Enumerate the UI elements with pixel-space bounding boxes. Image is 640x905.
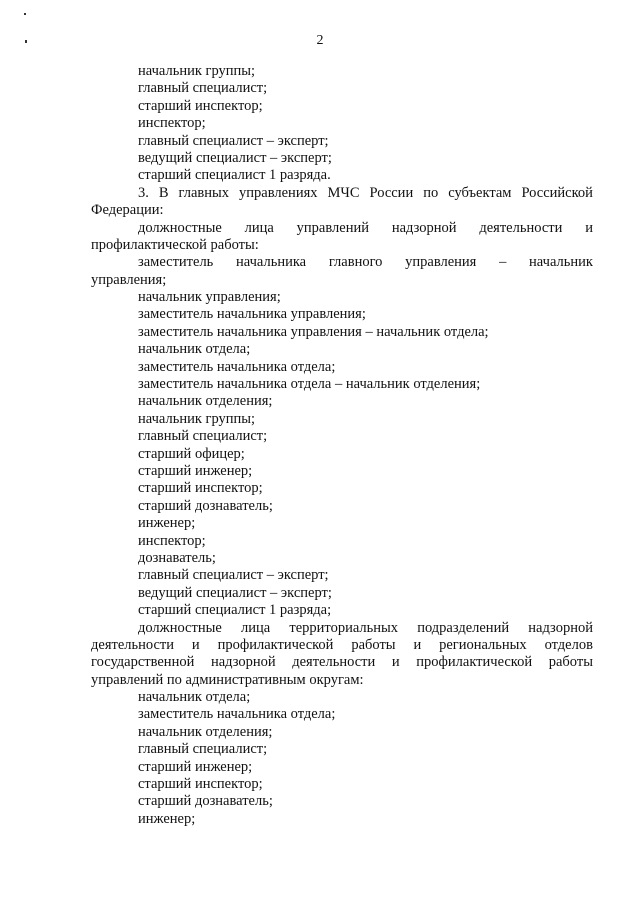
text-line: инспектор; xyxy=(138,115,206,132)
text-line: начальник отдела; xyxy=(138,341,251,358)
text-line: главный специалист; xyxy=(138,741,268,758)
text-line: заместитель начальника управления; xyxy=(138,306,366,323)
text-line: начальник отделения; xyxy=(138,723,273,740)
word: главных xyxy=(178,184,230,201)
text-line: старший инспектор; xyxy=(138,776,263,793)
word: МЧС xyxy=(327,184,360,201)
text-line: старший дознаватель; xyxy=(138,793,273,810)
text-line: инженер; xyxy=(138,810,196,827)
text-line: инженер; xyxy=(138,515,196,532)
text-line: ведущий специалист – эксперт; xyxy=(138,149,332,166)
scan-speck xyxy=(24,13,26,15)
text-line: инспектор; xyxy=(138,532,206,549)
text-line: главный специалист; xyxy=(138,428,268,445)
text-line: старший инспектор; xyxy=(138,480,263,497)
word: управления xyxy=(405,254,477,271)
word: 3. xyxy=(138,184,149,201)
paragraph-heading-line xyxy=(91,185,593,202)
text-line: ведущий специалист – эксперт; xyxy=(138,584,332,601)
text-line: начальник отдела; xyxy=(138,689,251,706)
justified-line xyxy=(91,620,593,637)
word: – xyxy=(499,254,507,271)
word: территориальных xyxy=(289,619,398,636)
word: надзорной xyxy=(210,654,276,671)
word: по xyxy=(423,184,439,201)
text-line: старший инспектор; xyxy=(138,97,263,114)
word: лица xyxy=(244,219,274,236)
text-line: начальник группы; xyxy=(138,63,256,79)
text-line: начальник группы; xyxy=(138,410,256,427)
text-line: главный специалист – эксперт; xyxy=(138,132,329,149)
text-line: старший офицер; xyxy=(138,445,245,462)
word: Российской xyxy=(521,184,593,201)
text-line: старший специалист 1 разряда. xyxy=(138,167,331,184)
word: должностные xyxy=(138,219,222,236)
text-line: главный специалист – эксперт; xyxy=(138,567,329,584)
text-line: заместитель начальника отдела; xyxy=(138,706,336,723)
word: начальника xyxy=(236,254,307,271)
word: и xyxy=(391,654,400,671)
word: работы xyxy=(351,636,396,653)
text-line: начальник отделения; xyxy=(138,393,273,410)
text-line: старший инженер; xyxy=(138,758,253,775)
text-line: главный специалист; xyxy=(138,80,268,97)
text-line: заместитель начальника управления – начальник отдела; xyxy=(138,323,489,340)
word: лица xyxy=(240,619,271,636)
word: деятельности xyxy=(91,636,175,653)
word: главного xyxy=(328,254,383,271)
text-line: начальник управления; xyxy=(138,289,281,306)
word: управлений xyxy=(296,219,369,236)
text-line: старший дознаватель; xyxy=(138,497,273,514)
word: и xyxy=(191,636,200,653)
justified-line xyxy=(91,254,593,271)
justified-line xyxy=(91,220,593,237)
word: деятельности xyxy=(292,654,376,671)
word: и xyxy=(413,636,422,653)
word: государственной xyxy=(91,654,195,671)
word: надзорной xyxy=(391,219,457,236)
word: управлениях xyxy=(239,184,318,201)
text-line: профилактической работы: xyxy=(91,236,259,253)
word: региональных xyxy=(439,636,527,653)
text-line: дознаватель; xyxy=(138,549,216,566)
word: должностные xyxy=(138,619,222,636)
word: отделов xyxy=(544,636,593,653)
word: деятельности xyxy=(479,219,563,236)
text-line: заместитель начальника отдела; xyxy=(138,358,336,375)
text-line: старший инженер; xyxy=(138,462,253,479)
word: профилактической xyxy=(416,654,533,671)
text-line: старший специалист 1 разряда; xyxy=(138,602,332,619)
text-line: заместитель начальника отдела – начальник отделения; xyxy=(138,376,481,393)
word: заместитель xyxy=(138,254,214,271)
word: субъектам xyxy=(448,184,512,201)
text-line: управления; xyxy=(91,271,167,288)
justified-line xyxy=(91,637,593,654)
word: профилактической xyxy=(217,636,334,653)
word: подразделений xyxy=(417,619,510,636)
word: и xyxy=(585,219,593,236)
word: начальник xyxy=(529,254,593,271)
text-line: Федерации: xyxy=(91,202,164,219)
justified-line xyxy=(91,654,593,671)
word: работы xyxy=(548,654,593,671)
page-number: 2 xyxy=(316,33,324,48)
word: В xyxy=(158,184,169,201)
word: России xyxy=(369,184,414,201)
text-line: управлений по административным округам: xyxy=(91,671,364,688)
word: надзорной xyxy=(528,619,593,636)
document-body xyxy=(91,63,593,828)
